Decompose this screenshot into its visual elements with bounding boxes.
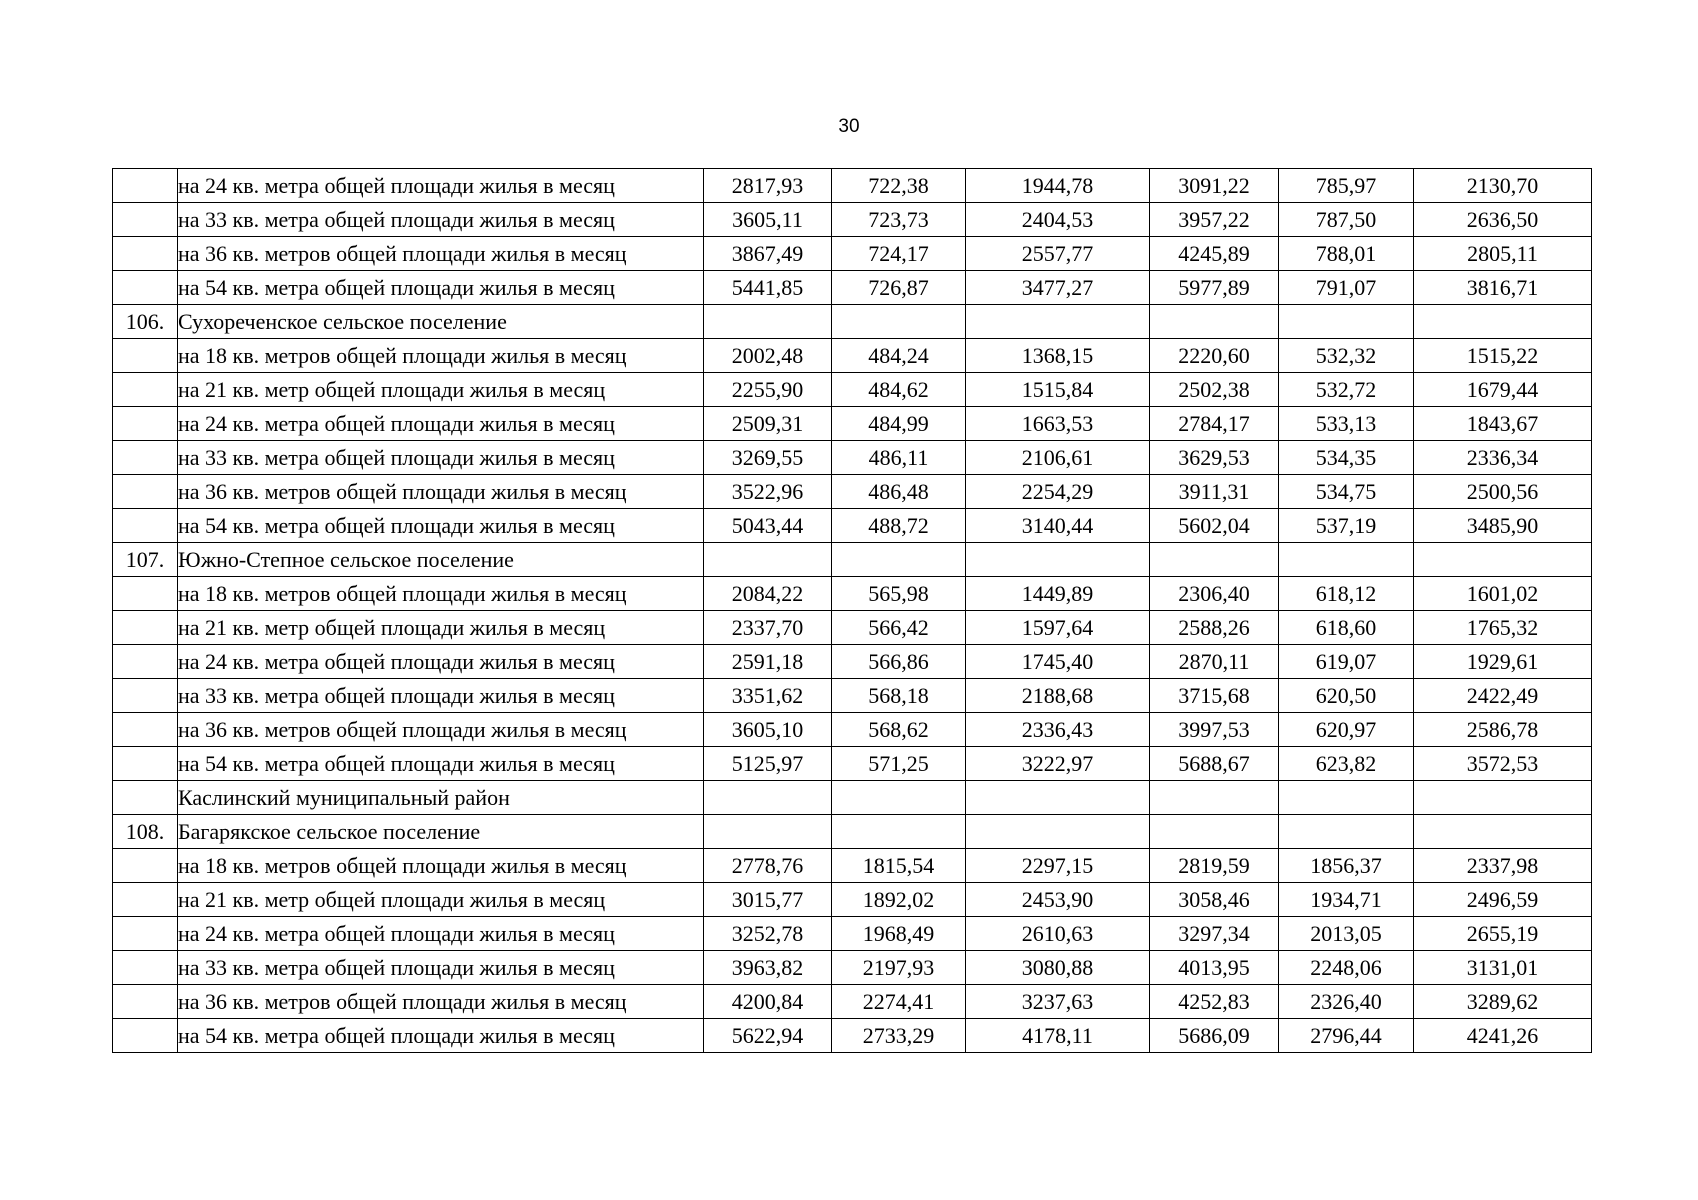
value-cell-4: 5977,89 bbox=[1150, 271, 1279, 305]
value-cell-2: 486,11 bbox=[832, 441, 966, 475]
row-number-cell bbox=[113, 1019, 178, 1053]
row-name-cell: на 33 кв. метра общей площади жилья в месяц bbox=[178, 951, 704, 985]
value-cell-4: 5602,04 bbox=[1150, 509, 1279, 543]
table-body bbox=[113, 169, 1592, 1053]
value-cell-4: 2870,11 bbox=[1150, 645, 1279, 679]
value-cell-4: 2588,26 bbox=[1150, 611, 1279, 645]
value-cell-2: 488,72 bbox=[832, 509, 966, 543]
value-cell-2: 2733,29 bbox=[832, 1019, 966, 1053]
row-number-cell bbox=[113, 237, 178, 271]
value-cell-3: 1449,89 bbox=[966, 577, 1150, 611]
table-row bbox=[113, 679, 1592, 713]
value-cell-5 bbox=[1279, 305, 1414, 339]
row-name-cell: на 24 кв. метра общей площади жилья в месяц bbox=[178, 169, 704, 203]
value-cell-1: 3963,82 bbox=[704, 951, 832, 985]
value-cell-5: 2796,44 bbox=[1279, 1019, 1414, 1053]
row-name-cell: на 24 кв. метра общей площади жилья в месяц bbox=[178, 917, 704, 951]
row-number-cell bbox=[113, 645, 178, 679]
table-row bbox=[113, 815, 1592, 849]
value-cell-4 bbox=[1150, 305, 1279, 339]
value-cell-4 bbox=[1150, 815, 1279, 849]
row-name-cell: на 36 кв. метров общей площади жилья в месяц bbox=[178, 237, 704, 271]
table-row bbox=[113, 441, 1592, 475]
value-cell-6: 3572,53 bbox=[1414, 747, 1592, 781]
value-cell-4: 5686,09 bbox=[1150, 1019, 1279, 1053]
value-cell-3: 3237,63 bbox=[966, 985, 1150, 1019]
value-cell-6: 2130,70 bbox=[1414, 169, 1592, 203]
value-cell-2: 2274,41 bbox=[832, 985, 966, 1019]
table-row bbox=[113, 611, 1592, 645]
value-cell-5 bbox=[1279, 543, 1414, 577]
value-cell-6 bbox=[1414, 815, 1592, 849]
row-name-cell: Южно-Степное сельское поселение bbox=[178, 543, 704, 577]
table-row bbox=[113, 169, 1592, 203]
value-cell-5: 623,82 bbox=[1279, 747, 1414, 781]
value-cell-4: 3297,34 bbox=[1150, 917, 1279, 951]
table-row bbox=[113, 577, 1592, 611]
value-cell-4: 3997,53 bbox=[1150, 713, 1279, 747]
value-cell-2: 484,99 bbox=[832, 407, 966, 441]
value-cell-1: 2591,18 bbox=[704, 645, 832, 679]
value-cell-6: 2337,98 bbox=[1414, 849, 1592, 883]
value-cell-6: 3289,62 bbox=[1414, 985, 1592, 1019]
row-number-cell bbox=[113, 985, 178, 1019]
value-cell-3: 4178,11 bbox=[966, 1019, 1150, 1053]
value-cell-4: 3091,22 bbox=[1150, 169, 1279, 203]
tariff-table bbox=[112, 168, 1592, 1053]
value-cell-6: 1843,67 bbox=[1414, 407, 1592, 441]
row-number-cell bbox=[113, 475, 178, 509]
value-cell-2: 566,42 bbox=[832, 611, 966, 645]
value-cell-4: 3911,31 bbox=[1150, 475, 1279, 509]
row-name-cell: Сухореченское сельское поселение bbox=[178, 305, 704, 339]
row-number-cell bbox=[113, 917, 178, 951]
row-number-cell bbox=[113, 883, 178, 917]
table-row bbox=[113, 747, 1592, 781]
value-cell-3: 1368,15 bbox=[966, 339, 1150, 373]
row-name-cell: Каслинский муниципальный район bbox=[178, 781, 704, 815]
value-cell-1: 3867,49 bbox=[704, 237, 832, 271]
value-cell-6: 2805,11 bbox=[1414, 237, 1592, 271]
value-cell-3 bbox=[966, 815, 1150, 849]
row-name-cell: на 18 кв. метров общей площади жилья в месяц bbox=[178, 577, 704, 611]
value-cell-2: 722,38 bbox=[832, 169, 966, 203]
table-row bbox=[113, 407, 1592, 441]
row-number-cell bbox=[113, 373, 178, 407]
row-number-cell bbox=[113, 951, 178, 985]
table-row bbox=[113, 1019, 1592, 1053]
value-cell-1: 5043,44 bbox=[704, 509, 832, 543]
value-cell-1: 3522,96 bbox=[704, 475, 832, 509]
row-number-cell: 106. bbox=[113, 305, 178, 339]
table-row bbox=[113, 713, 1592, 747]
value-cell-2: 571,25 bbox=[832, 747, 966, 781]
row-name-cell: на 54 кв. метра общей площади жилья в месяц bbox=[178, 509, 704, 543]
table-row bbox=[113, 339, 1592, 373]
value-cell-1 bbox=[704, 305, 832, 339]
row-number-cell: 108. bbox=[113, 815, 178, 849]
value-cell-6: 1601,02 bbox=[1414, 577, 1592, 611]
value-cell-1: 3252,78 bbox=[704, 917, 832, 951]
row-number-cell bbox=[113, 509, 178, 543]
value-cell-5: 618,60 bbox=[1279, 611, 1414, 645]
value-cell-6: 3131,01 bbox=[1414, 951, 1592, 985]
value-cell-3: 2336,43 bbox=[966, 713, 1150, 747]
table-row bbox=[113, 883, 1592, 917]
value-cell-4: 2819,59 bbox=[1150, 849, 1279, 883]
value-cell-6: 2655,19 bbox=[1414, 917, 1592, 951]
row-name-cell: на 21 кв. метр общей площади жилья в месяц bbox=[178, 883, 704, 917]
value-cell-1 bbox=[704, 543, 832, 577]
table-row bbox=[113, 849, 1592, 883]
value-cell-5: 787,50 bbox=[1279, 203, 1414, 237]
value-cell-5: 534,35 bbox=[1279, 441, 1414, 475]
value-cell-5: 534,75 bbox=[1279, 475, 1414, 509]
table-row bbox=[113, 203, 1592, 237]
value-cell-2: 726,87 bbox=[832, 271, 966, 305]
value-cell-5: 533,13 bbox=[1279, 407, 1414, 441]
row-number-cell bbox=[113, 611, 178, 645]
value-cell-6: 3816,71 bbox=[1414, 271, 1592, 305]
row-number-cell: 107. bbox=[113, 543, 178, 577]
value-cell-3: 3140,44 bbox=[966, 509, 1150, 543]
row-name-cell: на 36 кв. метров общей площади жилья в месяц bbox=[178, 475, 704, 509]
value-cell-5 bbox=[1279, 815, 1414, 849]
value-cell-1: 2509,31 bbox=[704, 407, 832, 441]
row-number-cell bbox=[113, 339, 178, 373]
value-cell-3: 3080,88 bbox=[966, 951, 1150, 985]
value-cell-4: 5688,67 bbox=[1150, 747, 1279, 781]
value-cell-1: 2084,22 bbox=[704, 577, 832, 611]
table-row bbox=[113, 475, 1592, 509]
value-cell-2: 484,62 bbox=[832, 373, 966, 407]
row-number-cell bbox=[113, 849, 178, 883]
value-cell-3 bbox=[966, 305, 1150, 339]
value-cell-5: 2013,05 bbox=[1279, 917, 1414, 951]
row-name-cell: на 18 кв. метров общей площади жилья в месяц bbox=[178, 339, 704, 373]
value-cell-1 bbox=[704, 815, 832, 849]
value-cell-2: 1815,54 bbox=[832, 849, 966, 883]
value-cell-6: 4241,26 bbox=[1414, 1019, 1592, 1053]
value-cell-4: 2784,17 bbox=[1150, 407, 1279, 441]
value-cell-5: 791,07 bbox=[1279, 271, 1414, 305]
value-cell-1: 3605,10 bbox=[704, 713, 832, 747]
row-number-cell bbox=[113, 441, 178, 475]
value-cell-3: 2106,61 bbox=[966, 441, 1150, 475]
value-cell-1: 2337,70 bbox=[704, 611, 832, 645]
table-row bbox=[113, 951, 1592, 985]
value-cell-6 bbox=[1414, 305, 1592, 339]
value-cell-2 bbox=[832, 543, 966, 577]
value-cell-5: 788,01 bbox=[1279, 237, 1414, 271]
row-name-cell: на 36 кв. метров общей площади жилья в месяц bbox=[178, 985, 704, 1019]
value-cell-3: 1597,64 bbox=[966, 611, 1150, 645]
value-cell-3: 1515,84 bbox=[966, 373, 1150, 407]
value-cell-4: 3957,22 bbox=[1150, 203, 1279, 237]
value-cell-6: 1765,32 bbox=[1414, 611, 1592, 645]
value-cell-6: 2422,49 bbox=[1414, 679, 1592, 713]
value-cell-2: 568,18 bbox=[832, 679, 966, 713]
row-number-cell bbox=[113, 271, 178, 305]
value-cell-6: 2336,34 bbox=[1414, 441, 1592, 475]
table-row bbox=[113, 271, 1592, 305]
value-cell-2 bbox=[832, 815, 966, 849]
value-cell-2 bbox=[832, 305, 966, 339]
value-cell-5: 785,97 bbox=[1279, 169, 1414, 203]
table-row bbox=[113, 237, 1592, 271]
row-name-cell: на 54 кв. метра общей площади жилья в месяц bbox=[178, 1019, 704, 1053]
row-number-cell bbox=[113, 747, 178, 781]
value-cell-3: 2404,53 bbox=[966, 203, 1150, 237]
value-cell-3: 1944,78 bbox=[966, 169, 1150, 203]
value-cell-1: 3605,11 bbox=[704, 203, 832, 237]
value-cell-3: 2254,29 bbox=[966, 475, 1150, 509]
row-number-cell bbox=[113, 781, 178, 815]
value-cell-4: 4013,95 bbox=[1150, 951, 1279, 985]
table-row bbox=[113, 373, 1592, 407]
value-cell-1: 3351,62 bbox=[704, 679, 832, 713]
value-cell-2: 1892,02 bbox=[832, 883, 966, 917]
value-cell-2: 566,86 bbox=[832, 645, 966, 679]
value-cell-6 bbox=[1414, 543, 1592, 577]
value-cell-1: 5622,94 bbox=[704, 1019, 832, 1053]
row-name-cell: на 33 кв. метра общей площади жилья в месяц bbox=[178, 679, 704, 713]
value-cell-2: 486,48 bbox=[832, 475, 966, 509]
value-cell-1: 2778,76 bbox=[704, 849, 832, 883]
value-cell-1: 5441,85 bbox=[704, 271, 832, 305]
value-cell-4: 3629,53 bbox=[1150, 441, 1279, 475]
value-cell-4: 4252,83 bbox=[1150, 985, 1279, 1019]
value-cell-6 bbox=[1414, 781, 1592, 815]
value-cell-3: 2453,90 bbox=[966, 883, 1150, 917]
table-row bbox=[113, 305, 1592, 339]
value-cell-1: 2817,93 bbox=[704, 169, 832, 203]
row-name-cell: на 24 кв. метра общей площади жилья в месяц bbox=[178, 645, 704, 679]
row-number-cell bbox=[113, 203, 178, 237]
row-name-cell: на 36 кв. метров общей площади жилья в месяц bbox=[178, 713, 704, 747]
row-number-cell bbox=[113, 679, 178, 713]
value-cell-3: 1663,53 bbox=[966, 407, 1150, 441]
row-name-cell: на 21 кв. метр общей площади жилья в месяц bbox=[178, 373, 704, 407]
value-cell-6: 1679,44 bbox=[1414, 373, 1592, 407]
value-cell-2: 484,24 bbox=[832, 339, 966, 373]
value-cell-6: 2636,50 bbox=[1414, 203, 1592, 237]
table-row bbox=[113, 645, 1592, 679]
value-cell-1: 3269,55 bbox=[704, 441, 832, 475]
value-cell-3: 3222,97 bbox=[966, 747, 1150, 781]
value-cell-5: 1934,71 bbox=[1279, 883, 1414, 917]
value-cell-5: 619,07 bbox=[1279, 645, 1414, 679]
value-cell-1: 2002,48 bbox=[704, 339, 832, 373]
row-name-cell: на 54 кв. метра общей площади жилья в месяц bbox=[178, 747, 704, 781]
value-cell-6: 2586,78 bbox=[1414, 713, 1592, 747]
value-cell-1 bbox=[704, 781, 832, 815]
value-cell-2: 565,98 bbox=[832, 577, 966, 611]
page-number: 30 bbox=[838, 116, 860, 137]
value-cell-1: 5125,97 bbox=[704, 747, 832, 781]
value-cell-1: 3015,77 bbox=[704, 883, 832, 917]
value-cell-6: 3485,90 bbox=[1414, 509, 1592, 543]
row-name-cell: на 21 кв. метр общей площади жилья в месяц bbox=[178, 611, 704, 645]
value-cell-6: 1515,22 bbox=[1414, 339, 1592, 373]
value-cell-3: 2610,63 bbox=[966, 917, 1150, 951]
value-cell-4: 3715,68 bbox=[1150, 679, 1279, 713]
table-row bbox=[113, 543, 1592, 577]
value-cell-5: 532,72 bbox=[1279, 373, 1414, 407]
value-cell-4: 4245,89 bbox=[1150, 237, 1279, 271]
value-cell-2 bbox=[832, 781, 966, 815]
row-name-cell: на 54 кв. метра общей площади жилья в месяц bbox=[178, 271, 704, 305]
value-cell-3: 2188,68 bbox=[966, 679, 1150, 713]
table-row bbox=[113, 917, 1592, 951]
value-cell-2: 1968,49 bbox=[832, 917, 966, 951]
value-cell-2: 724,17 bbox=[832, 237, 966, 271]
value-cell-5: 2248,06 bbox=[1279, 951, 1414, 985]
value-cell-4: 2306,40 bbox=[1150, 577, 1279, 611]
value-cell-1: 4200,84 bbox=[704, 985, 832, 1019]
value-cell-6: 2496,59 bbox=[1414, 883, 1592, 917]
value-cell-1: 2255,90 bbox=[704, 373, 832, 407]
value-cell-5 bbox=[1279, 781, 1414, 815]
value-cell-3: 2297,15 bbox=[966, 849, 1150, 883]
value-cell-3: 1745,40 bbox=[966, 645, 1150, 679]
value-cell-5: 1856,37 bbox=[1279, 849, 1414, 883]
row-name-cell: на 33 кв. метра общей площади жилья в месяц bbox=[178, 441, 704, 475]
value-cell-2: 2197,93 bbox=[832, 951, 966, 985]
value-cell-2: 723,73 bbox=[832, 203, 966, 237]
value-cell-4: 2220,60 bbox=[1150, 339, 1279, 373]
row-number-cell bbox=[113, 577, 178, 611]
table-row bbox=[113, 509, 1592, 543]
row-name-cell: на 18 кв. метров общей площади жилья в месяц bbox=[178, 849, 704, 883]
value-cell-5: 620,50 bbox=[1279, 679, 1414, 713]
value-cell-5: 618,12 bbox=[1279, 577, 1414, 611]
value-cell-4 bbox=[1150, 543, 1279, 577]
row-number-cell bbox=[113, 407, 178, 441]
row-name-cell: на 24 кв. метра общей площади жилья в месяц bbox=[178, 407, 704, 441]
row-name-cell: на 33 кв. метра общей площади жилья в месяц bbox=[178, 203, 704, 237]
value-cell-4: 3058,46 bbox=[1150, 883, 1279, 917]
value-cell-5: 620,97 bbox=[1279, 713, 1414, 747]
row-number-cell bbox=[113, 169, 178, 203]
value-cell-4: 2502,38 bbox=[1150, 373, 1279, 407]
value-cell-5: 537,19 bbox=[1279, 509, 1414, 543]
value-cell-3: 3477,27 bbox=[966, 271, 1150, 305]
row-number-cell bbox=[113, 713, 178, 747]
value-cell-3 bbox=[966, 543, 1150, 577]
value-cell-4 bbox=[1150, 781, 1279, 815]
value-cell-6: 1929,61 bbox=[1414, 645, 1592, 679]
table-row bbox=[113, 781, 1592, 815]
row-name-cell: Багарякское сельское поселение bbox=[178, 815, 704, 849]
table-row bbox=[113, 985, 1592, 1019]
value-cell-2: 568,62 bbox=[832, 713, 966, 747]
value-cell-3 bbox=[966, 781, 1150, 815]
value-cell-5: 2326,40 bbox=[1279, 985, 1414, 1019]
value-cell-5: 532,32 bbox=[1279, 339, 1414, 373]
value-cell-3: 2557,77 bbox=[966, 237, 1150, 271]
value-cell-6: 2500,56 bbox=[1414, 475, 1592, 509]
